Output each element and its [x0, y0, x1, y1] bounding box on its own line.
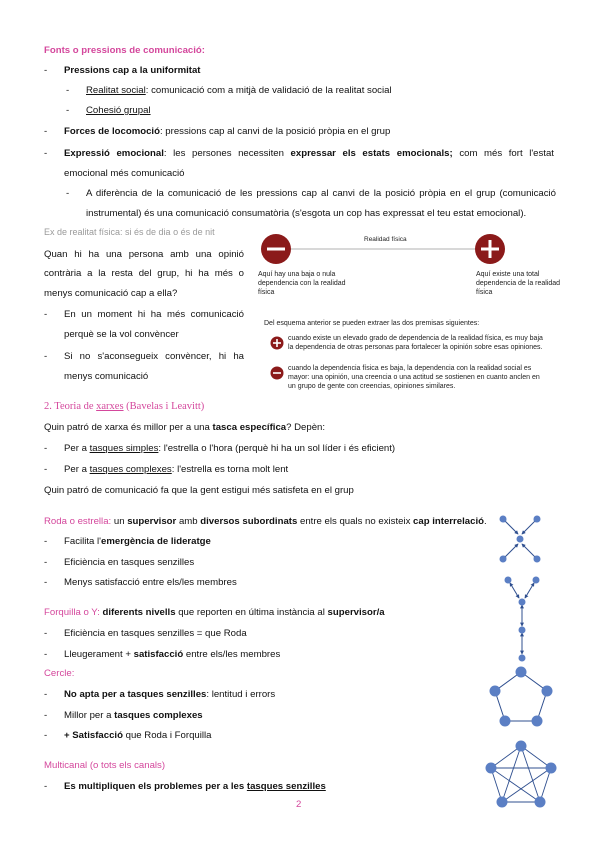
node: [516, 741, 527, 752]
cercle-item-3: + Satisfacció que Roda i Forquilla: [64, 730, 212, 741]
multicanal-diagram: [486, 741, 557, 808]
bullet-dash: -: [44, 689, 48, 700]
expressio-sub-line2: instrumental) és una comunicació consumatòria (s'esgota un cop has expressat el teu estat emocional).: [86, 208, 527, 219]
minus-text: Aquí hay una baja o nula dependencia con la realidad física: [258, 271, 346, 296]
multicanal-item-1: Es multipliquen els problemes per a les tasques senzilles: [64, 781, 326, 792]
node: [535, 797, 546, 808]
bullet-dash: -: [44, 628, 48, 639]
forquilla-item-2: Lleugerament + satisfacció entre els/les membres: [64, 649, 281, 660]
node: [505, 577, 512, 584]
bullet-dash: -: [44, 443, 48, 454]
example-bullet1-line1: En un moment hi ha més comunicació: [64, 309, 244, 320]
node: [533, 577, 540, 584]
node: [516, 667, 527, 678]
example-paragraph-line2: contrària a la resta del grup, hi ha més o: [44, 268, 244, 279]
roda-item-3: Menys satisfacció entre els/les membres: [64, 577, 237, 588]
node: [517, 536, 524, 543]
bullet-dash: -: [44, 464, 48, 475]
realitat-label: Realitat social: [86, 85, 146, 96]
node: [519, 627, 526, 634]
bullet-dash: -: [66, 105, 70, 116]
bullet-dash: -: [66, 188, 70, 199]
bullet-dash: -: [44, 65, 48, 76]
simple-tasks-line: Per a tasques simples: l'estrella o l'hora (perquè hi ha un sol líder i és eficient): [64, 443, 396, 454]
section2-heading-b: xarxes: [96, 401, 124, 412]
forquilla-definition: Forquilla o Y: diferents nivells que reporten en última instància al supervisor/a: [44, 607, 385, 618]
bullet-dash: -: [44, 309, 48, 320]
forquilla-diagram: [505, 577, 540, 662]
node: [519, 655, 526, 662]
node: [500, 556, 507, 563]
bullet-dash: -: [44, 148, 48, 159]
bullet-dash: -: [44, 781, 48, 792]
node: [542, 686, 553, 697]
expressio-line2: emocional més comunicació: [64, 168, 185, 179]
expressio-sub-line1: A diferència de la comunicació de les pressions cap al canvi de la posició pròpia en el grup (comunicació: [86, 188, 556, 199]
section2-heading-a: 2. Teoria de: [44, 401, 97, 412]
example-bullet1-line2: perquè se la vol convèncer: [64, 329, 179, 340]
multicanal-title: Multicanal (o tots els canals): [44, 760, 166, 771]
node: [534, 556, 541, 563]
expressio-text-a: : les persones necessiten: [163, 148, 291, 159]
premises-intro: Del esquema anterior se pueden extraer las dos premisas siguientes:: [264, 320, 480, 327]
example-title: Ex de realitat física: si és de dia o és de nit: [44, 227, 215, 237]
forces-label: Forces de locomoció: [64, 126, 160, 137]
pressions-label: Pressions cap a la uniformitat: [64, 65, 201, 76]
node: [532, 716, 543, 727]
realitat-text: : comunicació com a mitjà de validació de la realitat social: [145, 85, 392, 96]
bullet-dash: -: [44, 710, 48, 721]
bullet-dash: -: [44, 730, 48, 741]
bullet-dash: -: [44, 557, 48, 568]
bullet-dash: -: [44, 536, 48, 547]
node: [519, 599, 526, 606]
section-title: Fonts o pressions de comunicació:: [44, 45, 205, 56]
node: [546, 763, 557, 774]
expressio-text-c: com més fort l'estat: [452, 148, 554, 159]
expressio-label: Expressió emocional: [64, 148, 164, 159]
bullet-dash: -: [44, 649, 48, 660]
example-paragraph-line3: menys comunicació cap a ella?: [44, 288, 178, 299]
cercle-title: Cercle:: [44, 668, 75, 679]
question2: Quin patró de comunicació fa que la gent estigui més satisfeta en el grup: [44, 485, 354, 496]
question1: Quin patró de xarxa és millor per a una tasca específica? Depèn:: [44, 422, 326, 433]
bullet-dash: -: [44, 126, 48, 137]
cercle-diagram: [490, 667, 553, 727]
node: [534, 516, 541, 523]
roda-item-1: Facilita l'emergència de lideratge: [64, 536, 211, 547]
expressio-text-b: expressar els estats emocionals;: [290, 148, 453, 159]
cohesio-label: Cohesió grupal: [86, 105, 151, 116]
page-number: 2: [296, 799, 302, 810]
bullet-dash: -: [44, 351, 48, 362]
example-bullet2-line1: Si no s'aconsegueix convèncer, hi ha: [64, 351, 244, 362]
node: [500, 716, 511, 727]
example-paragraph-line1: Quan hi ha una persona amb una opinió: [44, 249, 244, 260]
node: [497, 797, 508, 808]
roda-definition: Roda o estrella: un supervisor amb diversos subordinats entre els quals no existeix cap interrelació.: [44, 516, 487, 527]
bullet-dash: -: [44, 577, 48, 588]
forces-text: : pressions cap al canvi de la posició pròpia en el grup: [159, 126, 391, 137]
node: [490, 686, 501, 697]
roda-item-2: Eficiència en tasques senzilles: [64, 557, 195, 568]
roda-diagram: [500, 516, 541, 563]
axis-label: Realidad física: [364, 236, 407, 243]
bullet-dash: -: [66, 85, 70, 96]
premise-minus: cuando la dependencia física es baja, la dependencia con la realidad social es mayor: una opinión, una creencia o una actitud se sostienen en cuanto anclen en un grupo de gente con creencias, opiniones similares.: [288, 365, 540, 390]
complex-tasks-line: Per a tasques complexes: l'estrella es torna molt lent: [64, 464, 289, 475]
cercle-item-1: No apta per a tasques senzilles: lentitud i errors: [64, 689, 276, 700]
forquilla-item-1: Eficiència en tasques senzilles = que Roda: [64, 628, 247, 639]
node: [500, 516, 507, 523]
premise-plus: cuando existe un elevado grado de dependencia de la realidad física, es muy baja la dependencia de otras personas para fortalecer la opinión sobre esas opiniones.: [288, 335, 543, 351]
example-bullet2-line2: menys comunicació: [64, 371, 149, 382]
section2-heading-c: (Bavelas i Leavitt): [123, 401, 205, 412]
cercle-item-2: Millor per a tasques complexes: [64, 710, 203, 721]
plus-text: Aquí existe una total dependencia de la realidad física: [476, 271, 561, 296]
node: [486, 763, 497, 774]
